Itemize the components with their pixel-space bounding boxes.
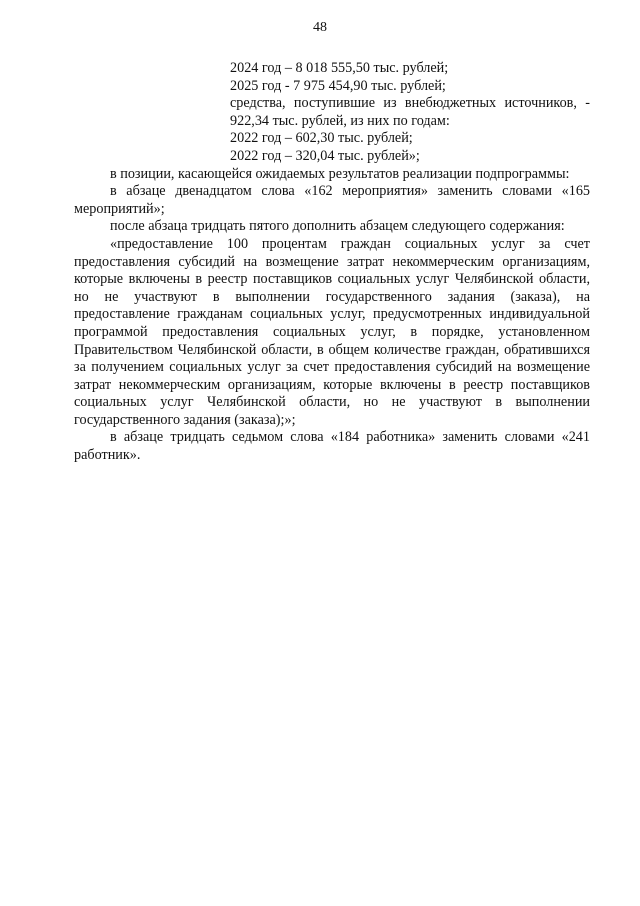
budget-line-extrabudgetary: средства, поступившие из внебюджетных источников, - 922,34 тыс. рублей, из них по годам:	[230, 95, 590, 129]
budget-line-2022-a: 2022 год – 602,30 тыс. рублей;	[230, 130, 413, 147]
budget-line-2022-b: 2022 год – 320,04 тыс. рублей»;	[230, 147, 420, 164]
paragraph-twelfth-abzats: в абзаце двенадцатом слова «162 мероприятия» заменить словами «165 мероприятий»;	[74, 183, 590, 217]
budget-line-2024: 2024 год – 8 018 555,50 тыс. рублей;	[230, 60, 449, 76]
budget-block	[74, 60, 590, 166]
paragraph-37th-abzats: в абзаце тридцать седьмом слова «184 работника» заменить словами «241 работник».	[74, 429, 590, 464]
budget-line-2025: 2025 год - 7 975 454,90 тыс. рублей;	[230, 77, 446, 94]
paragraph-expected-results: в позиции, касающейся ожидаемых результатов реализации подпрограммы:	[110, 165, 570, 182]
document-body	[74, 60, 590, 465]
paragraph-new-abzats: «предоставление 100 процентам граждан социальных услуг за счет предоставления субсидий на возмещение затрат некоммерческим организациям, которые включены в реестр поставщиков социальных услуг Челябинской области, но не участвуют в выполнении государственного задания (заказа), на предоставление гражданам социальных услуг, предусмотренных индивидуальной программой предоставления социальных услуг, в порядке, установленном Правительством Челябинской области, в общем количестве граждан, обратившихся за получением социальных услуг за счет предоставления субсидий на возмещение затрат некоммерческим организациям, которые включены в реестр поставщиков социальных услуг Челябинской области, но не участвуют в выполнении государственного задания (заказа);»;	[74, 235, 590, 428]
paragraph-after-35th: после абзаца тридцать пятого дополнить абзацем следующего содержания:	[110, 218, 565, 235]
page-number: 48	[313, 20, 327, 35]
